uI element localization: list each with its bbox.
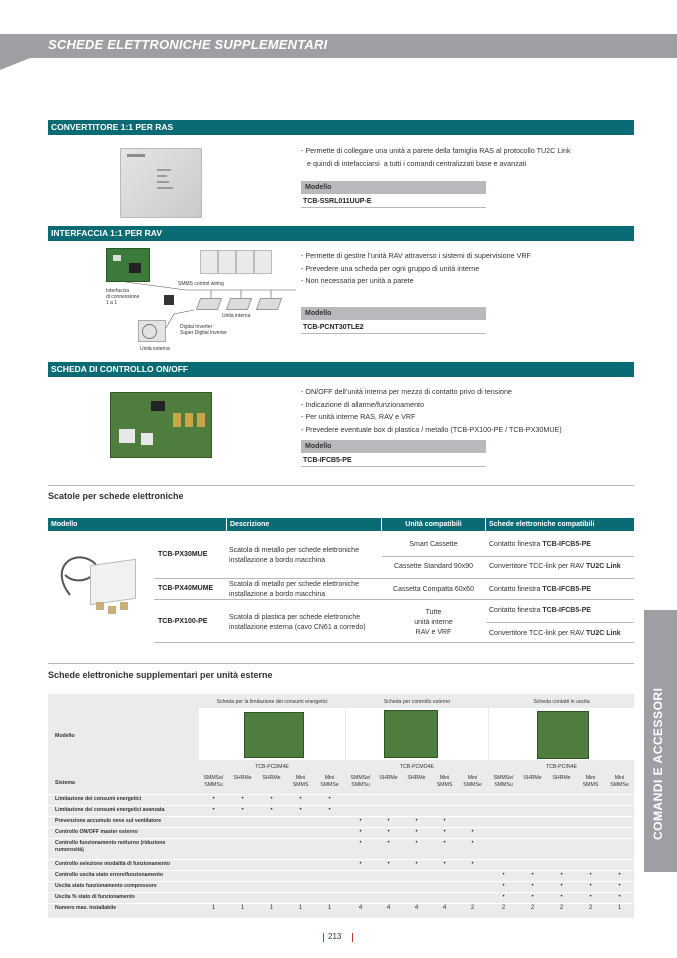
table-cell: • (443, 861, 446, 867)
page-number: 213 (328, 932, 342, 941)
system-label: Mini SMMS (582, 775, 599, 788)
model-label: Modello (301, 181, 486, 194)
table-cell: 1 (240, 905, 245, 911)
diagram-label-interface: Interfaccia di connessione 1 a 1 (106, 288, 140, 306)
esterne-system-label: Sistema (55, 780, 75, 786)
table-cell: 4 (414, 905, 419, 911)
wiring-lines (126, 276, 316, 316)
row-divider (154, 642, 634, 643)
side-tab-label: COMANDI E ACCESSORI (651, 687, 665, 840)
table-cell: • (415, 829, 418, 835)
indoor-unit-image (256, 298, 282, 310)
table-cell: • (359, 829, 362, 835)
section-bullets-onoff (301, 386, 562, 436)
scatole-card (489, 585, 591, 595)
table-cell: • (328, 807, 331, 813)
table-row-divider (48, 838, 634, 839)
page-title: SCHEDE ELETTRONICHE SUPPLEMENTARI (48, 37, 328, 52)
table-cell: • (359, 861, 362, 867)
table-cell: 2 (559, 905, 564, 911)
table-cell: • (502, 872, 505, 878)
table-row-label: Prevenzione accumulo neve sul ventilatore (55, 818, 162, 824)
bullet-text: e quindi di intefacciarsi a tutti i comandi centralizzati base e avanzati (301, 158, 527, 168)
table-cell: • (270, 796, 273, 802)
card-code: TCB-IFCB5-PE (542, 541, 591, 548)
table-cell: • (415, 861, 418, 867)
table-cell: • (415, 840, 418, 846)
rav-connection-diagram (106, 248, 316, 356)
table-row-label: Numero max. installabile (55, 905, 117, 911)
header-banner-corner (0, 58, 30, 70)
scatole-header-descrizione: Descrizione (227, 518, 381, 531)
table-row-divider (48, 870, 634, 871)
row-divider (486, 622, 634, 623)
table-cell: • (328, 796, 331, 802)
system-label: Mini SMMS (436, 775, 453, 788)
scatole-card (489, 562, 621, 572)
card-text: Convertitore TCC-link per RAV (489, 563, 586, 570)
table-cell: • (241, 796, 244, 802)
card-text: Convertitore TCC-link per RAV (489, 630, 586, 637)
footer-bar-left (323, 933, 324, 942)
indoor-unit-dark-image (164, 295, 174, 305)
table-cell: • (241, 807, 244, 813)
table-cell: • (531, 883, 534, 889)
table-cell: 2 (530, 905, 535, 911)
table-cell: 4 (358, 905, 363, 911)
group-code: TCB-PCDM4E (255, 764, 289, 770)
card-code: TU2C Link (586, 563, 621, 570)
table-row-divider (48, 794, 634, 795)
system-label: SHRMe (523, 775, 542, 781)
row-divider (154, 599, 634, 600)
table-cell: • (212, 807, 215, 813)
system-label: SHRMe (379, 775, 398, 781)
pcmo4e-board-image (384, 710, 438, 758)
diagram-label-inverter: Digital Inverter Super Digital Inverter (180, 324, 227, 336)
table-row-label: Uscita stato funzionamento compressore (55, 883, 157, 889)
scatole-model: TCB-PX40MUME (158, 585, 214, 592)
system-label: SMMSe/ SMMSu (350, 775, 371, 788)
bullet-text: - Permette di gestire l’unità RAV attraverso i sistemi di supervisione VRF (301, 251, 531, 260)
table-cell: 4 (386, 905, 391, 911)
indoor-unit-image (226, 298, 252, 310)
table-row-divider (48, 859, 634, 860)
group-code: TCB-PCIN4E (546, 764, 577, 770)
table-row-divider (48, 903, 634, 904)
table-cell: 1 (617, 905, 622, 911)
pcdm4e-board-image (244, 712, 304, 758)
model-code: TCB-PCNT30TLE2 (301, 321, 486, 334)
table-cell: • (589, 883, 592, 889)
table-cell: 1 (269, 905, 274, 911)
table-cell: • (471, 840, 474, 846)
bullet-text: - Non necessaria per unità a parete (301, 276, 414, 285)
section-bullets-convertitore (301, 145, 571, 170)
table-row-label: Controllo selezione modalità di funzionamento (55, 861, 170, 867)
esterne-model-label: Modello (55, 733, 75, 739)
onoff-board-image (110, 392, 212, 458)
model-label: Modello (301, 307, 486, 320)
scatole-model: TCB-PX100-PE (158, 618, 208, 625)
table-cell: • (443, 829, 446, 835)
scatole-model: TCB-PX30MUE (158, 551, 208, 558)
diagram-label-wiring: SMMS control wiring (178, 281, 224, 287)
table-cell: • (560, 894, 563, 900)
table-cell: • (359, 840, 362, 846)
table-cell: 1 (211, 905, 216, 911)
scatole-card (489, 606, 591, 616)
table-row-label: Controllo uscita stato errore/funzionamento (55, 872, 164, 878)
card-text: Contatto finestra (489, 607, 543, 614)
table-row-divider (48, 805, 634, 806)
divider (48, 485, 634, 486)
table-cell: • (502, 894, 505, 900)
group-title: Scheda contatti in uscita (533, 699, 590, 705)
scatole-desc: Scatola di metallo per schede elettroniche installazione a bordo macchina (229, 547, 359, 564)
table-cell: • (299, 807, 302, 813)
table-cell: 2 (501, 905, 506, 911)
table-cell: 1 (327, 905, 332, 911)
table-cell: • (359, 818, 362, 824)
pcin4e-board-image (537, 711, 589, 759)
card-code: TU2C Link (586, 630, 621, 637)
table-cell: • (618, 872, 621, 878)
table-cell: • (415, 818, 418, 824)
table-cell: • (443, 818, 446, 824)
scatole-unit: Cassetta Compatta 60x60 (393, 586, 474, 593)
section-title-interfaccia: INTERFACCIA 1:1 PER RAV (48, 226, 634, 241)
model-label: Modello (301, 440, 486, 453)
row-divider (154, 578, 634, 579)
system-label: SHRMe (262, 775, 281, 781)
system-label: Mini SMMS (292, 775, 309, 788)
table-cell: • (471, 861, 474, 867)
table-cell: 2 (588, 905, 593, 911)
table-cell: • (387, 840, 390, 846)
table-row-label: Controllo funzionamento notturno (riduzione rumorosità) (55, 840, 166, 853)
model-code: TCB-IFCB5-PE (301, 454, 486, 467)
card-code: TCB-IFCB5-PE (542, 607, 591, 614)
system-label: SHRMe (233, 775, 252, 781)
group-code: TCB-PCMO4E (399, 764, 434, 770)
table-row-divider (48, 881, 634, 882)
table-cell: • (560, 883, 563, 889)
box-product-image (50, 540, 150, 625)
converter-device-image (120, 148, 202, 218)
diagram-label-outdoor: Unità esterna (140, 346, 170, 352)
table-cell: • (387, 818, 390, 824)
table-row-label: Uscita % stato di funzionamento (55, 894, 135, 900)
bullet-text: - Per unità interne RAS, RAV e VRF (301, 412, 416, 421)
card-text: Contatto finestra (489, 586, 543, 593)
table-row-divider (48, 816, 634, 817)
row-divider (382, 556, 634, 557)
diagram-label-indoor: Unità interna (222, 313, 251, 319)
table-row-label: Limitazione dei consumi energetici avanzata (55, 807, 165, 813)
scatole-title: Scatole per schede elettroniche (48, 491, 184, 501)
table-cell: • (618, 894, 621, 900)
section-title-onoff: SCHEDA DI CONTROLLO ON/OFF (48, 362, 634, 377)
scatole-card (489, 629, 621, 639)
system-label: SMMSe/ SMMSu (203, 775, 224, 788)
table-cell: • (471, 829, 474, 835)
table-row-divider (48, 892, 634, 893)
bullet-text: - Permette di collegare una unità a parete della famiglia RAS al protocollo TU2C Link (301, 146, 571, 155)
table-cell: • (299, 796, 302, 802)
bullet-text: - ON/OFF dell’unità interna per mezzo di contatto privo di tensione (301, 387, 512, 396)
card-text: Contatto finestra (489, 541, 543, 548)
system-label: Mini SMMSe (463, 775, 482, 788)
scatole-unit: Smart Cassette (409, 541, 458, 548)
card-code: TCB-IFCB5-PE (542, 586, 591, 593)
table-cell: • (502, 883, 505, 889)
group-title: Scheda per la limitazione dei consumi energetici (216, 699, 328, 705)
table-cell: • (443, 840, 446, 846)
footer-bar-right (352, 933, 353, 942)
scatole-header-unita: Unità compatibili (382, 518, 485, 531)
bullet-text: - Prevedere una scheda per ogni gruppo di unità interne (301, 263, 480, 273)
system-label: Mini SMMSe (320, 775, 339, 788)
table-cell: • (560, 872, 563, 878)
section-bullets-interfaccia (301, 250, 531, 288)
scatole-desc: Scatola di metallo per schede elettroniche installazione a bordo macchina (229, 581, 359, 598)
system-label: SHRMe (407, 775, 426, 781)
rav-outdoor-unit-image (138, 320, 166, 342)
scatole-header-modello: Modello (48, 518, 226, 531)
scatole-unit: Cassette Standard 90x90 (394, 563, 473, 570)
table-cell: • (618, 883, 621, 889)
table-cell: • (270, 807, 273, 813)
table-row-label: Controllo ON/OFF master esterno (55, 829, 138, 835)
table-cell: • (589, 872, 592, 878)
table-cell: • (212, 796, 215, 802)
table-cell: • (387, 829, 390, 835)
scatole-card (489, 540, 591, 550)
scatole-unit: Tutte unità interne RAV e VRF (414, 609, 453, 636)
table-row-label: Limitazione dei consumi energetici (55, 796, 142, 802)
model-code: TCB-SSRL011UUP-E (301, 195, 486, 208)
outdoor-units-image (200, 250, 272, 274)
table-cell: 2 (470, 905, 475, 911)
section-title-convertitore: CONVERTITORE 1:1 PER RAS (48, 120, 634, 135)
group-title: Scheda per controllo esterno (383, 699, 451, 705)
esterne-title: Schede elettroniche supplementari per unità esterne (48, 670, 273, 680)
table-row-divider (48, 827, 634, 828)
bullet-text: - Indicazione di allarme/funzionamento (301, 399, 425, 409)
table-cell: 4 (442, 905, 447, 911)
scatole-header-schede: Schede elettroniche compatibili (486, 518, 634, 531)
scatole-desc: Scatola di plastica per schede elettroniche installazione esterna (cavo CN61 a corredo) (229, 614, 366, 631)
system-label: SMMSe/ SMMSu (493, 775, 514, 788)
table-cell: • (387, 861, 390, 867)
table-cell: 1 (298, 905, 303, 911)
table-cell: • (531, 894, 534, 900)
system-label: SHRMe (552, 775, 571, 781)
system-label: Mini SMMSe (610, 775, 629, 788)
table-cell: • (589, 894, 592, 900)
table-cell: • (531, 872, 534, 878)
divider (48, 663, 634, 664)
bullet-text: - Prevedere eventuale box di plastica / metallo (TCB-PX100-PE / TCB-PX30MUE) (301, 424, 562, 434)
